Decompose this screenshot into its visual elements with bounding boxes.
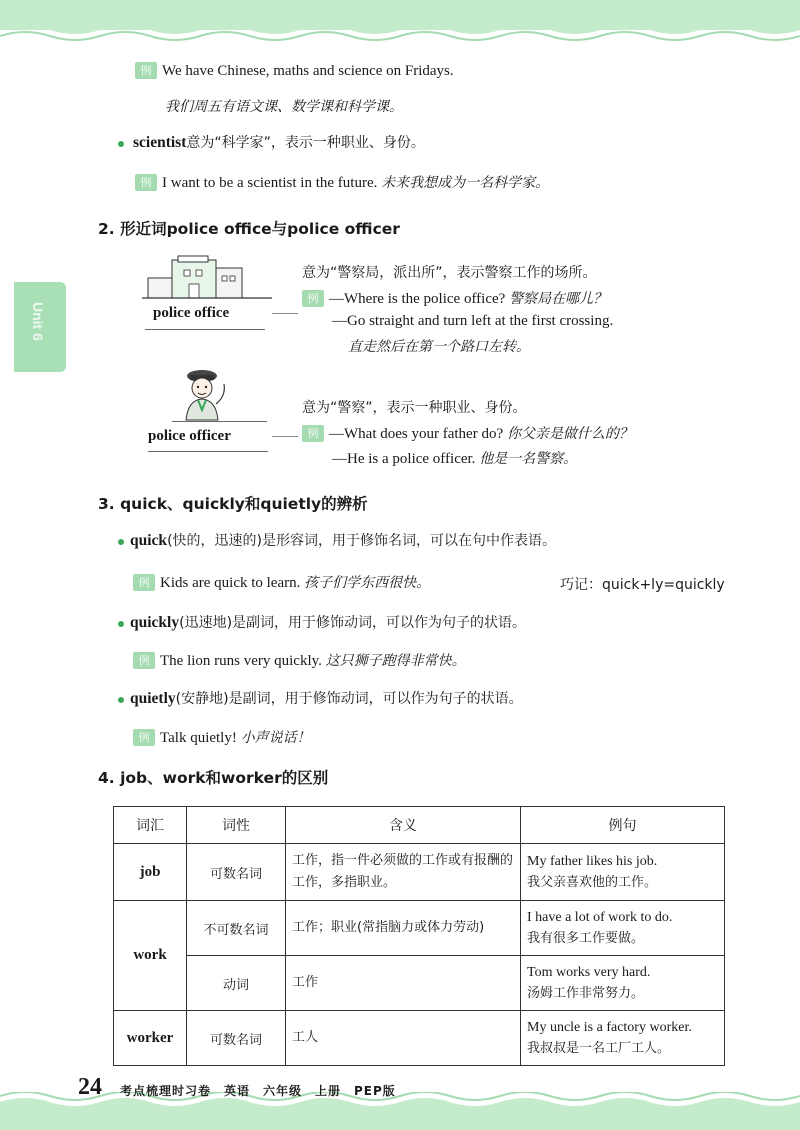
table-row [114, 901, 725, 956]
quick-example [133, 572, 430, 592]
police-officer-illustration [172, 366, 242, 422]
example-tag: 例 [133, 652, 155, 669]
police-officer-meaning: 意为“警察”，表示一种职业、身份。 [302, 400, 527, 416]
quietly-example [133, 727, 311, 747]
pos-cell: 动词 [187, 956, 286, 1011]
scientist-word: scientist [133, 134, 187, 151]
police-office-q-cn: 警察局在哪儿？ [509, 291, 608, 307]
header-cell: 例句 [521, 807, 725, 844]
police-office-label: police office [153, 305, 230, 321]
example-cn: 汤姆工作非常努力。 [527, 986, 645, 1002]
page-number: 24 [78, 1074, 102, 1100]
bullet-dot [118, 539, 124, 545]
pos-cell: 不可数名词 [187, 901, 286, 956]
example-cell [521, 956, 725, 1011]
pos-cell: 可数名词 [187, 1011, 286, 1066]
example-cn: 我父亲喜欢他的工作。 [527, 875, 658, 891]
police-office-answer-cn: 直走然后在第一个路口左转。 [348, 339, 530, 355]
police-office-meaning: 意为“警察局，派出所”，表示警察工作的场所。 [302, 265, 597, 281]
bullet-dot [118, 621, 124, 627]
bullet-dot [118, 141, 124, 147]
section-3-heading: 3. quick、quickly和quietly的辨析 [98, 495, 368, 513]
table-header-row [114, 807, 725, 844]
example-cell [521, 1011, 725, 1066]
section-4-heading: 4. job、work和worker的区别 [98, 769, 329, 787]
example-tag: 例 [133, 574, 155, 591]
quick-word: quick [130, 532, 168, 549]
quickly-ex-en: The lion runs very quickly. [160, 653, 322, 669]
police-officer-q-cn: 你父亲是做什么的？ [506, 426, 633, 442]
example-1-cn: 我们周五有语文课、数学课和科学课。 [165, 99, 403, 115]
police-officer-a-cn: 他是一名警察。 [479, 451, 578, 467]
table-row [114, 956, 725, 1011]
word-cell: job [114, 844, 187, 901]
quickly-example [133, 650, 466, 670]
scientist-desc: 意为“科学家”，表示一种职业、身份。 [186, 135, 425, 151]
table-row [114, 1011, 725, 1066]
example-en: Tom works very hard. [527, 965, 651, 981]
memory-tip: 巧记：quick+ly=quickly [560, 577, 725, 593]
example-tag: 例 [133, 729, 155, 746]
quickly-word: quickly [130, 614, 180, 631]
example-2-en: I want to be a scientist in the future. [162, 175, 378, 191]
police-office-q-en: —Where is the police office? [329, 291, 506, 307]
quickly-desc: (迅速地)是副词，用于修饰动词，可以作为句子的状语。 [179, 615, 527, 631]
scientist-bullet [133, 132, 425, 152]
example-cn: 我叔叔是一名工厂工人。 [527, 1041, 671, 1056]
word-cell: worker [114, 1011, 187, 1066]
table-row [114, 844, 725, 901]
example-2-cn: 未来我想成为一名科学家。 [381, 175, 550, 191]
example-tag: 例 [302, 290, 324, 307]
header-cell: 词性 [187, 807, 286, 844]
police-officer-label: police officer [148, 428, 231, 444]
meaning-cell: 工作，指一件必须做的工作或有报酬的工作，多指职业。 [286, 844, 521, 901]
divider [148, 451, 268, 452]
quietly-desc: (安静地)是副词，用于修饰动词，可以作为句子的状语。 [175, 691, 523, 707]
example-en: My uncle is a factory worker. [527, 1020, 692, 1035]
unit-tab-label: Unit 6 [30, 302, 46, 341]
divider [172, 421, 267, 422]
meaning-cell: 工作 [286, 956, 521, 1011]
example-1 [135, 62, 454, 80]
example-tag: 例 [135, 62, 157, 79]
footer-title: 考点梳理时习卷 英语 六年级 上册 PEP版 [120, 1084, 396, 1098]
example-cell [521, 844, 725, 901]
police-officer-question [302, 423, 633, 443]
bullet-dot [118, 697, 124, 703]
word-cell: work [114, 901, 187, 1011]
example-en: My father likes his job. [527, 854, 658, 870]
quick-desc: (快的，迅速的)是形容词，用于修饰名词，可以在句中作表语。 [167, 533, 556, 549]
unit-side-tab [14, 282, 66, 372]
quick-ex-cn: 孩子们学东西很快。 [304, 575, 431, 591]
connector-line [272, 436, 298, 437]
quick-ex-en: Kids are quick to learn. [160, 575, 301, 591]
section-2-heading: 2. 形近词police office与police officer [98, 220, 400, 238]
police-officer-q-en: —What does your father do? [329, 426, 504, 442]
quietly-ex-en: Talk quietly! [160, 730, 237, 746]
meaning-cell: 工人 [286, 1011, 521, 1066]
header-cell: 含义 [286, 807, 521, 844]
police-officer-a-en: —He is a police officer. [332, 451, 476, 467]
pos-cell: 可数名词 [187, 844, 286, 901]
example-cn: 我有很多工作要做。 [527, 931, 645, 947]
police-office-answer-en: —Go straight and turn left at the first crossing. [332, 313, 614, 329]
example-1-en: We have Chinese, maths and science on Fridays. [162, 63, 454, 79]
meaning-cell: 工作；职业(常指脑力或体力劳动) [286, 901, 521, 956]
divider [145, 329, 265, 330]
police-officer-answer [332, 448, 577, 468]
quick-bullet [130, 530, 556, 550]
quietly-bullet [130, 688, 523, 708]
top-decorative-band [0, 0, 800, 48]
vocab-table [113, 806, 725, 1066]
example-tag: 例 [135, 174, 157, 191]
quickly-bullet [130, 612, 526, 632]
police-office-question [302, 288, 607, 308]
quickly-ex-cn: 这只狮子跑得非常快。 [325, 653, 466, 669]
example-en: I have a lot of work to do. [527, 910, 673, 926]
police-office-illustration [142, 254, 272, 302]
header-cell: 词汇 [114, 807, 187, 844]
quietly-word: quietly [130, 690, 176, 707]
example-tag: 例 [302, 425, 324, 442]
example-cell [521, 901, 725, 956]
connector-line [272, 313, 298, 314]
quietly-ex-cn: 小声说话！ [240, 730, 311, 746]
example-2 [135, 172, 549, 192]
